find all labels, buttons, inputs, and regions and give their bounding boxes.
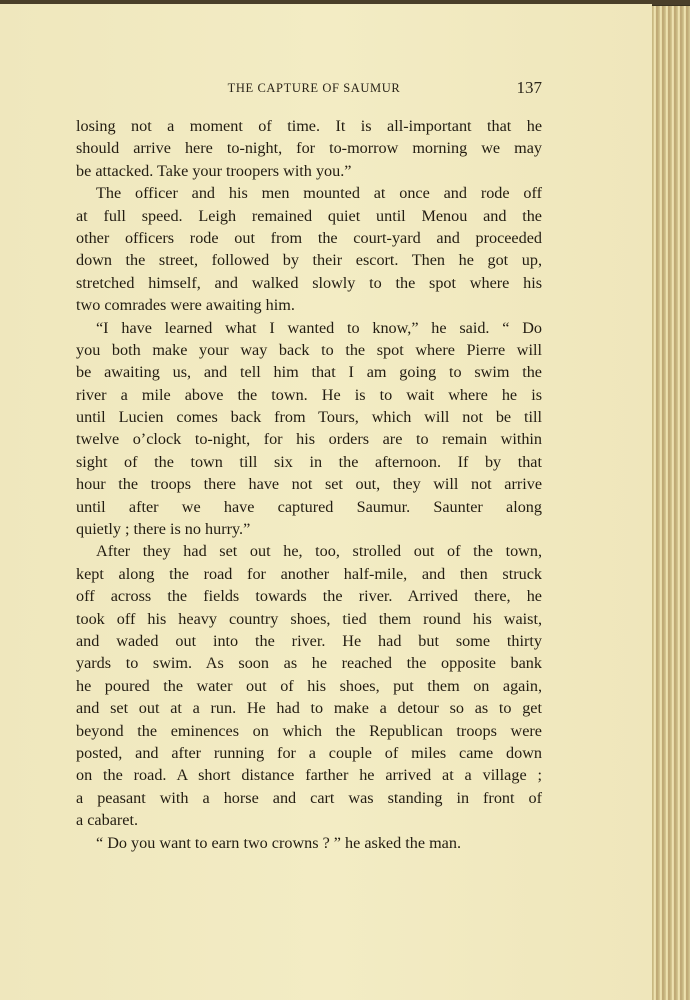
text-line: river a mile above the town. He is to wait where he is: [76, 385, 542, 404]
page-body-text: [76, 115, 542, 854]
text-line: he poured the water out of his shoes, put them on again,: [76, 676, 542, 695]
text-line: took off his heavy country shoes, tied them round his waist,: [76, 609, 542, 628]
text-line: you both make your way back to the spot where Pierre will: [76, 340, 542, 359]
text-line: “I have learned what I wanted to know,” he said. “ Do: [96, 318, 542, 337]
text-line: yards to swim. As soon as he reached the opposite bank: [76, 654, 542, 673]
text-line: two comrades were awaiting him.: [76, 296, 295, 315]
page-header: [76, 78, 542, 100]
text-line: a peasant with a horse and cart was standing in front of: [76, 788, 542, 807]
text-line: quietly ; there is no hurry.”: [76, 520, 251, 539]
text-line: at full speed. Leigh remained quiet until Menou and the: [76, 206, 542, 225]
text-line: beyond the eminences on which the Republican troops were: [76, 721, 542, 740]
text-line: twelve o’clock to-night, for his orders are to remain within: [76, 430, 542, 449]
page-edges: [652, 6, 690, 1000]
text-line: other officers rode out from the court-yard and proceeded: [76, 228, 542, 247]
text-line: and set out at a run. He had to make a detour so as to get: [76, 699, 542, 718]
text-line: sight of the town till six in the afternoon. If by that: [76, 452, 542, 471]
text-line: be attacked. Take your troopers with you.”: [76, 161, 352, 180]
text-line: posted, and after running for a couple of miles came down: [76, 743, 542, 762]
text-line: off across the fields towards the river. Arrived there, he: [76, 587, 542, 606]
text-line: hour the troops there have not set out, they will not arrive: [76, 475, 542, 494]
text-line: “ Do you want to earn two crowns ? ” he asked the man.: [96, 833, 462, 852]
text-line: should arrive here to-night, for to-morrow morning we may: [76, 139, 542, 158]
text-line: After they had set out he, too, strolled out of the town,: [96, 542, 542, 561]
text-line: The officer and his men mounted at once and rode off: [96, 184, 542, 203]
text-line: a cabaret.: [76, 811, 138, 830]
text-line: and waded out into the river. He had but some thirty: [76, 631, 542, 650]
page-number: 137: [516, 78, 542, 97]
text-line: on the road. A short distance farther he arrived at a village ;: [76, 766, 542, 785]
text-line: stretched himself, and walked slowly to the spot where his: [76, 273, 542, 292]
running-title: THE CAPTURE OF SAUMUR: [227, 81, 401, 95]
text-line: losing not a moment of time. It is all-important that he: [76, 117, 542, 135]
text-line: until Lucien comes back from Tours, which will not be till: [76, 408, 542, 427]
text-line: down the street, followed by their escort. Then he got up,: [76, 251, 542, 270]
text-line: until after we have captured Saumur. Saunter along: [76, 497, 542, 516]
text-line: kept along the road for another half-mile, and then struck: [76, 564, 542, 583]
text-line: be awaiting us, and tell him that I am going to swim the: [76, 363, 542, 382]
